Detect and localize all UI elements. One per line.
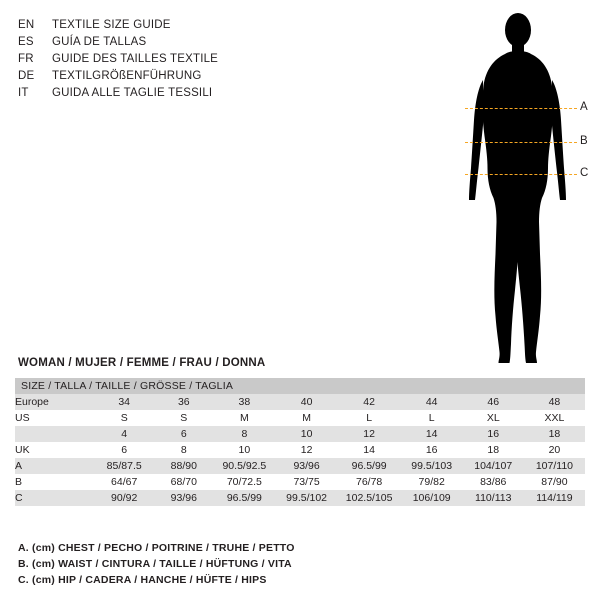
cell-us-6: L <box>401 410 463 426</box>
cell-a-4: 93/96 <box>276 458 338 474</box>
language-row-de <box>18 68 318 85</box>
female-silhouette-icon <box>430 8 600 368</box>
language-code-es: ES <box>18 36 34 48</box>
table-row <box>15 442 585 458</box>
cell-uk-8: 20 <box>524 442 585 458</box>
cell-c-6: 106/109 <box>401 490 463 506</box>
table-row <box>15 490 585 506</box>
cell-usnum-1: 4 <box>94 426 155 442</box>
cell-usnum-7: 16 <box>463 426 524 442</box>
language-code-en: EN <box>18 19 35 31</box>
guide-label-b: B <box>580 135 588 147</box>
language-row-fr <box>18 51 318 68</box>
size-table <box>15 378 585 506</box>
cell-usnum-4: 10 <box>276 426 338 442</box>
cell-uk-5: 14 <box>338 442 401 458</box>
cell-uk-1: 6 <box>94 442 155 458</box>
cell-a-8: 107/110 <box>524 458 585 474</box>
cell-c-7: 110/113 <box>463 490 524 506</box>
cell-c-4: 99.5/102 <box>276 490 338 506</box>
language-text-de: TEXTILGRÖßENFÜHRUNG <box>52 70 202 82</box>
cell-uk-6: 16 <box>401 442 463 458</box>
cell-us-2: S <box>154 410 213 426</box>
cell-a-2: 88/90 <box>154 458 213 474</box>
table-row <box>15 394 585 410</box>
row-label-a: A <box>15 458 94 474</box>
language-code-fr: FR <box>18 53 34 65</box>
cell-uk-3: 10 <box>213 442 276 458</box>
cell-usnum-8: 18 <box>524 426 585 442</box>
cell-a-6: 99.5/103 <box>401 458 463 474</box>
cell-c-8: 114/119 <box>524 490 585 506</box>
cell-c-3: 96.5/99 <box>213 490 276 506</box>
cell-us-4: M <box>276 410 338 426</box>
cell-us-3: M <box>213 410 276 426</box>
cell-usnum-5: 12 <box>338 426 401 442</box>
cell-a-7: 104/107 <box>463 458 524 474</box>
cell-c-2: 93/96 <box>154 490 213 506</box>
row-label-us: US <box>15 410 94 426</box>
language-row-en <box>18 17 318 34</box>
cell-a-1: 85/87.5 <box>94 458 155 474</box>
row-label-us-numeric <box>15 426 94 442</box>
table-row <box>15 410 585 426</box>
cell-b-8: 87/90 <box>524 474 585 490</box>
cell-usnum-6: 14 <box>401 426 463 442</box>
cell-usnum-2: 6 <box>154 426 213 442</box>
guide-label-a: A <box>580 101 588 113</box>
measurement-legend <box>18 540 295 588</box>
guide-label-c: C <box>580 167 589 179</box>
table-header-label: SIZE / TALLA / TAILLE / GRÖSSE / TAGLIA <box>15 378 585 394</box>
row-label-c: C <box>15 490 94 506</box>
cell-c-1: 90/92 <box>94 490 155 506</box>
body-figure <box>430 8 600 368</box>
cell-europe-5: 42 <box>338 394 401 410</box>
cell-europe-7: 46 <box>463 394 524 410</box>
language-code-it: IT <box>18 87 29 99</box>
table-header-row <box>15 378 585 394</box>
row-label-europe: Europe <box>15 394 94 410</box>
cell-us-7: XL <box>463 410 524 426</box>
section-title: WOMAN / MUJER / FEMME / FRAU / DONNA <box>18 357 266 369</box>
cell-b-5: 76/78 <box>338 474 401 490</box>
language-text-es: GUÍA DE TALLAS <box>52 36 147 48</box>
legend-item-c: C. (cm) HIP / CADERA / HANCHE / HÜFTE / HIPS <box>18 574 267 586</box>
cell-a-5: 96.5/99 <box>338 458 401 474</box>
cell-b-2: 68/70 <box>154 474 213 490</box>
language-text-it: GUIDA ALLE TAGLIE TESSILI <box>52 87 213 99</box>
cell-us-5: L <box>338 410 401 426</box>
cell-uk-4: 12 <box>276 442 338 458</box>
cell-europe-8: 48 <box>524 394 585 410</box>
cell-europe-3: 38 <box>213 394 276 410</box>
language-text-en: TEXTILE SIZE GUIDE <box>52 19 171 31</box>
table-row <box>15 458 585 474</box>
table-row <box>15 474 585 490</box>
cell-c-5: 102.5/105 <box>338 490 401 506</box>
table-row <box>15 426 585 442</box>
row-label-b: B <box>15 474 94 490</box>
guide-line-waist <box>465 142 577 143</box>
language-row-es <box>18 34 318 51</box>
language-row-it <box>18 85 318 102</box>
guide-line-hip <box>465 174 577 175</box>
cell-a-3: 90.5/92.5 <box>213 458 276 474</box>
language-code-de: DE <box>18 70 35 82</box>
legend-item-a: A. (cm) CHEST / PECHO / POITRINE / TRUHE / PETTO <box>18 542 295 554</box>
cell-uk-7: 18 <box>463 442 524 458</box>
cell-uk-2: 8 <box>154 442 213 458</box>
cell-usnum-3: 8 <box>213 426 276 442</box>
cell-us-1: S <box>94 410 155 426</box>
cell-b-1: 64/67 <box>94 474 155 490</box>
legend-item-b: B. (cm) WAIST / CINTURA / TAILLE / HÜFTUNG / VITA <box>18 558 292 570</box>
language-header <box>18 17 318 102</box>
cell-us-8: XXL <box>524 410 585 426</box>
cell-b-4: 73/75 <box>276 474 338 490</box>
row-label-uk: UK <box>15 442 94 458</box>
cell-europe-1: 34 <box>94 394 155 410</box>
cell-b-3: 70/72.5 <box>213 474 276 490</box>
cell-europe-4: 40 <box>276 394 338 410</box>
guide-line-chest <box>465 108 577 109</box>
language-text-fr: GUIDE DES TAILLES TEXTILE <box>52 53 219 65</box>
cell-europe-6: 44 <box>401 394 463 410</box>
cell-b-6: 79/82 <box>401 474 463 490</box>
cell-europe-2: 36 <box>154 394 213 410</box>
cell-b-7: 83/86 <box>463 474 524 490</box>
